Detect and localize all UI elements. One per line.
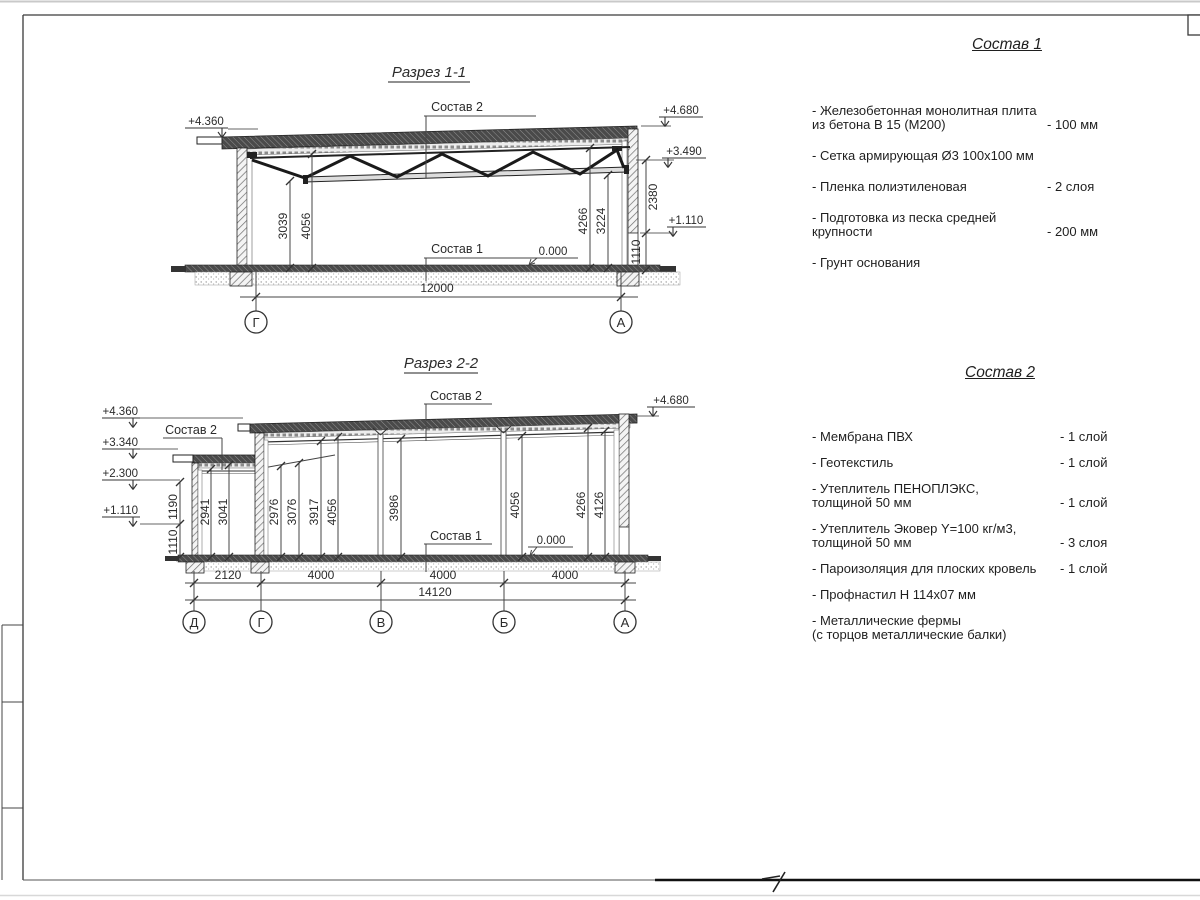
- axis-label: Г: [252, 315, 260, 330]
- axis-label: В: [376, 615, 386, 630]
- dimension-text: 4056: [325, 498, 339, 526]
- dimension-text: 2976: [267, 498, 281, 526]
- list-item: - Геотекстиль - 1 слой: [812, 455, 1108, 470]
- list-item: - Утеплитель Эковер Y=100 кг/м3, толщиной 50 мм - 3 слоя: [812, 521, 1108, 550]
- dimension-text: 4126: [592, 491, 606, 519]
- dimension-text: 1190: [166, 494, 180, 520]
- sostav2-label: Состав 2: [431, 100, 483, 114]
- dimension-text: 3041: [216, 498, 230, 526]
- sostav-1-block: [812, 38, 1200, 270]
- column-left: [247, 155, 252, 268]
- zero-level-label: 0.000: [538, 246, 568, 258]
- footing: [251, 562, 269, 573]
- wall-left: [237, 148, 247, 268]
- dimension-text: 3076: [285, 498, 299, 526]
- axis-label: Б: [499, 615, 509, 630]
- list-item: - Сетка армирующая Ø3 100х100 мм: [812, 148, 1034, 163]
- annex-roof-edge: [173, 455, 193, 462]
- sostav-2-block: [812, 366, 1200, 642]
- dimension-text: 1110: [629, 239, 643, 265]
- sostav1-label: Состав 1: [431, 242, 483, 256]
- annex-roof-slab: [193, 455, 255, 463]
- elevation-label: +3.490: [666, 146, 702, 158]
- elevation-label: +2.300: [102, 468, 138, 480]
- section-1-1: [171, 64, 706, 333]
- dimension-text: 2380: [646, 183, 660, 211]
- zero-level-label: 0.000: [536, 535, 566, 547]
- dimension-text: 3986: [387, 494, 401, 522]
- list-item: - Мембрана ПВХ - 1 слой: [812, 429, 1108, 444]
- dimension-text: 12000: [420, 281, 454, 295]
- list-item: - Металлические фермы (с торцов металлические балки): [812, 613, 1007, 642]
- list-item: - Пароизоляция для плоских кровель - 1 слой: [812, 561, 1108, 576]
- sostav-2-title: Состав 2: [965, 364, 1035, 381]
- list-item: - Подготовка из песка средней крупности - 200 мм: [812, 210, 1099, 239]
- dimension-text: 2120: [214, 568, 242, 582]
- column-axis-v: [378, 434, 383, 557]
- dimension-lines: [176, 424, 636, 611]
- dimension-text: 4266: [576, 207, 590, 235]
- section-title: Разрез 2-2: [403, 355, 479, 372]
- list-item: - Утеплитель ПЕНОПЛЭКС, толщиной 50 мм - 1 слой: [812, 481, 1108, 510]
- sostav2-label: Состав 2: [430, 389, 482, 403]
- column-right: [622, 141, 627, 268]
- dimension-text: 3039: [276, 212, 290, 240]
- page-mark: [762, 872, 785, 892]
- elevation-label: +1.110: [103, 505, 138, 517]
- dimension-text: 14120: [418, 585, 452, 599]
- footing: [186, 562, 204, 573]
- corner-box: [1188, 15, 1200, 35]
- elevation-label: +4.360: [188, 116, 224, 128]
- axis-label: А: [620, 615, 630, 630]
- dimension-text: 4000: [551, 568, 579, 582]
- dimension-text: 3224: [594, 207, 608, 235]
- footing-right: [617, 272, 639, 286]
- roof-edge-beam: [238, 424, 250, 431]
- elevation-label: +4.680: [653, 395, 689, 407]
- wall-right: [628, 129, 638, 233]
- wall-axis-g: [255, 433, 264, 557]
- axis-bubbles: [245, 311, 632, 333]
- axis-label: Д: [189, 615, 199, 630]
- dimension-text: 1110: [166, 529, 180, 555]
- list-item: - Профнастил Н 114х07 мм: [812, 587, 976, 602]
- sostav1-label: Состав 1: [430, 529, 482, 543]
- dimension-text: 4056: [299, 212, 313, 240]
- section-2-2: [102, 355, 695, 633]
- footing-left: [230, 272, 252, 286]
- elevation-label: +4.360: [102, 406, 138, 418]
- axis-bubbles: [183, 611, 636, 633]
- elevation-label: +1.110: [668, 215, 704, 227]
- dimension-text: 3917: [307, 498, 321, 526]
- section-title: Разрез 1-1: [391, 64, 467, 81]
- roof-edge-beam: [197, 137, 222, 144]
- elevation-label: +3.340: [102, 437, 138, 449]
- list-item: - Грунт основания: [812, 255, 921, 270]
- wall-axis-a: [619, 414, 629, 527]
- sostav-1-title: Состав 1: [972, 36, 1042, 53]
- sostav2-label: Состав 2: [165, 423, 217, 437]
- axis-label: А: [616, 315, 626, 330]
- dimension-text: 4056: [508, 491, 522, 519]
- column-axis-b: [501, 432, 506, 557]
- dimension-text: 4000: [307, 568, 335, 582]
- dimension-text: 4000: [429, 568, 457, 582]
- margin-cells: [2, 625, 23, 880]
- dimension-text: 2941: [198, 498, 212, 526]
- elevation-label: +4.680: [663, 105, 699, 117]
- list-item: - Пленка полиэтиленовая - 2 слоя: [812, 179, 1095, 194]
- axis-label: Г: [257, 615, 265, 630]
- list-item: - Железобетонная монолитная плита из бетона В 15 (М200) - 100 мм: [812, 103, 1099, 132]
- dimension-text: 4266: [574, 491, 588, 519]
